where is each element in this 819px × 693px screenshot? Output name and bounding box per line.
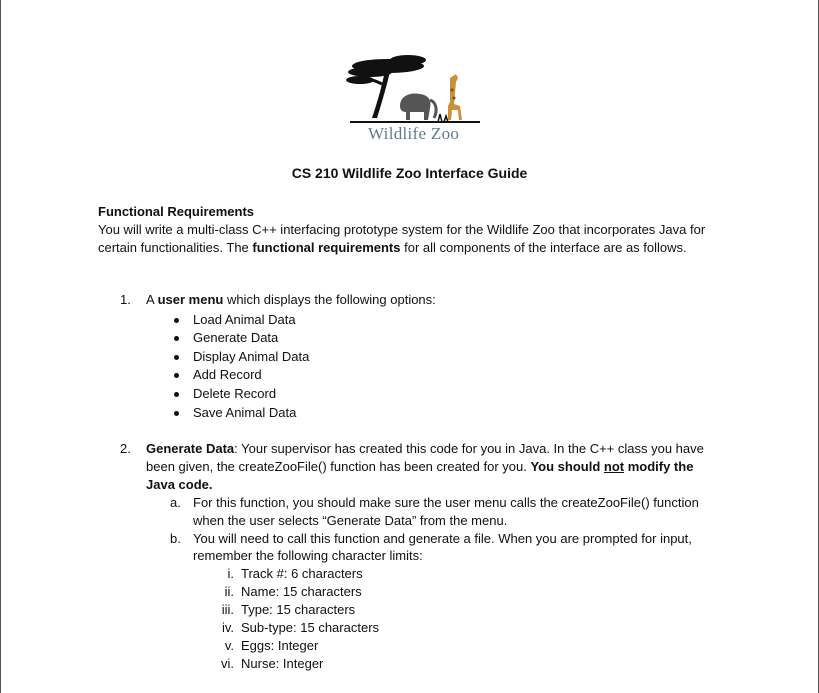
item-2-row [120, 440, 740, 494]
sub-item-mark: b. [170, 530, 181, 546]
item-1-bold: user menu [157, 292, 224, 307]
intro-paragraph [98, 221, 738, 257]
roman-mark: vi. [221, 655, 234, 671]
limit-text: Sub-type: 15 characters [241, 620, 380, 636]
menu-options-list [120, 311, 740, 423]
item-number: 2. [120, 441, 131, 456]
section-heading: Functional Requirements [98, 204, 255, 219]
warning-part-a: You should [530, 458, 604, 474]
roman-mark: ii. [224, 584, 234, 600]
list-item [120, 619, 740, 637]
item-1-lead: A [146, 292, 158, 307]
sub-item-a [120, 494, 718, 530]
list-item [120, 583, 740, 601]
item-2-bold-lead: Generate Data [146, 441, 235, 456]
item-1-row [120, 291, 740, 310]
page-edge-left [0, 0, 1, 693]
sub-item-b [120, 530, 723, 566]
acacia-tree-animals-icon [330, 48, 490, 128]
list-item: Generate Data [120, 329, 740, 348]
intro-text-1: You will write a multi-class C++ interfacing prototype system for the Wildlife Zoo that incorporates Java for certain functionalities. The [98, 222, 706, 255]
list-item: Display Animal Data [120, 348, 740, 367]
item-generate-data [120, 440, 740, 673]
roman-mark: v. [224, 637, 234, 653]
list-item: Save Animal Data [120, 404, 740, 423]
item-number: 1. [120, 292, 131, 307]
limit-text: Nurse: Integer [241, 655, 324, 671]
sub-item-a-text: For this function, you should make sure the user menu calls the createZooFile() function when the user selects “Generate Data” from the menu. [193, 494, 699, 528]
limit-text: Eggs: Integer [241, 637, 319, 653]
item-user-menu [120, 291, 740, 422]
limit-text: Name: 15 characters [241, 584, 362, 600]
list-item [120, 637, 740, 655]
item-1-rest: which displays the following options: [223, 292, 436, 307]
sub-item-b-text: You will need to call this function and generate a file. When you are prompted for input, remember the following character limits: [193, 530, 692, 564]
roman-mark: iii. [221, 602, 234, 618]
list-item: Load Animal Data [120, 311, 740, 330]
roman-mark: iv. [221, 620, 234, 636]
intro-bold: functional requirements [252, 240, 401, 255]
item-1-text [146, 291, 740, 310]
sub-item-mark: a. [170, 494, 181, 510]
roman-mark: i. [227, 566, 234, 582]
item-2-text [146, 440, 716, 494]
document-title: CS 210 Wildlife Zoo Interface Guide [291, 165, 528, 181]
list-item: Add Record [120, 366, 740, 385]
warning-not: not [603, 458, 625, 474]
limit-text: Track #: 6 characters [241, 566, 363, 582]
list-item [120, 601, 740, 619]
logo-text: Wildlife Zoo [368, 124, 460, 143]
list-item [120, 565, 740, 583]
list-item: Delete Record [120, 385, 740, 404]
limit-text: Type: 15 characters [241, 602, 356, 618]
intro-text-2: for all components of the interface are as follows. [400, 240, 687, 255]
item-2-body: : Your supervisor has created this code for you in Java. In the C++ class you have been given, the createZooFile() function has been created for you. [146, 441, 704, 474]
functional-requirements-section [98, 203, 738, 257]
list-item [120, 655, 740, 673]
warning-part-b: modify the Java code. [146, 458, 694, 492]
